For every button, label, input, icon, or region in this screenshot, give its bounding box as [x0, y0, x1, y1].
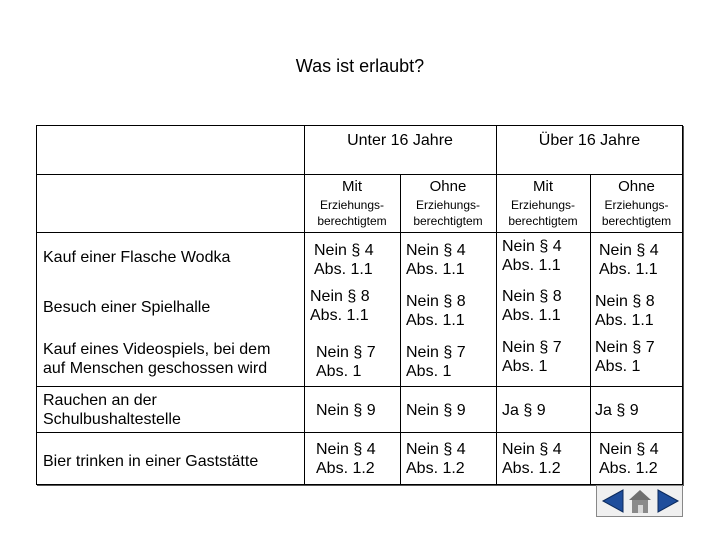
row-label: Rauchen an der Schulbushaltestelle: [43, 392, 181, 429]
cell-ruling: Nein § 4 Abs. 1.2: [406, 441, 466, 478]
header-over-16: Über 16 Jahre: [538, 132, 641, 149]
header-under-16: Unter 16 Jahre: [347, 132, 453, 149]
cell-ruling: Nein § 7 Abs. 1: [595, 339, 655, 376]
cell-ruling: Nein § 7 Abs. 1: [406, 344, 466, 381]
cell-ruling: Nein § 8 Abs. 1.1: [502, 288, 562, 325]
back-arrow-icon: [599, 486, 627, 516]
divider: [36, 386, 683, 387]
cell-ruling: Nein § 4 Abs. 1.2: [599, 441, 659, 478]
cell-ruling: Nein § 4 Abs. 1.2: [502, 441, 562, 478]
forward-arrow-icon: [654, 486, 682, 516]
row-label: Kauf eines Videospiels, bei dem auf Menschen geschossen wird: [43, 341, 271, 378]
subheader-guardian: Erziehungs- berechtigtem: [601, 198, 672, 229]
subheader-guardian: Erziehungs- berechtigtem: [508, 198, 578, 229]
subheader-with: Mit: [342, 178, 362, 195]
page-title: Was ist erlaubt?: [295, 56, 425, 76]
cell-ruling: Nein § 8 Abs. 1.1: [595, 293, 655, 330]
cell-ruling: Nein § 7 Abs. 1: [316, 344, 376, 381]
cell-ruling: Nein § 8 Abs. 1.1: [406, 293, 466, 330]
row-label: Kauf einer Flasche Wodka: [43, 249, 231, 266]
divider: [36, 232, 683, 233]
divider: [36, 432, 683, 433]
row-label: Bier trinken in einer Gaststätte: [43, 453, 259, 470]
row-label: Besuch einer Spielhalle: [43, 299, 211, 316]
cell-ruling: Ja § 9: [502, 402, 546, 419]
slide-navigation: [596, 485, 683, 517]
subheader-without: Ohne: [618, 178, 655, 195]
subheader-guardian: Erziehungs- berechtigtem: [413, 198, 483, 229]
cell-ruling: Nein § 4 Abs. 1.2: [316, 441, 376, 478]
back-button[interactable]: [599, 486, 627, 516]
cell-ruling: Nein § 4 Abs. 1.1: [314, 242, 374, 279]
cell-ruling: Nein § 9: [406, 402, 466, 419]
subheader-with: Mit: [533, 178, 553, 195]
subheader-guardian: Erziehungs- berechtigtem: [317, 198, 387, 229]
cell-ruling: Nein § 4 Abs. 1.1: [599, 242, 659, 279]
home-button[interactable]: [627, 486, 653, 516]
cell-ruling: Ja § 9: [595, 402, 639, 419]
cell-ruling: Nein § 8 Abs. 1.1: [310, 288, 370, 325]
forward-button[interactable]: [654, 486, 682, 516]
home-icon: [627, 486, 653, 516]
cell-ruling: Nein § 9: [316, 402, 376, 419]
divider: [36, 174, 683, 175]
cell-ruling: Nein § 4 Abs. 1.1: [502, 238, 562, 275]
cell-ruling: Nein § 7 Abs. 1: [502, 339, 562, 376]
subheader-without: Ohne: [429, 178, 467, 195]
cell-ruling: Nein § 4 Abs. 1.1: [406, 242, 466, 279]
